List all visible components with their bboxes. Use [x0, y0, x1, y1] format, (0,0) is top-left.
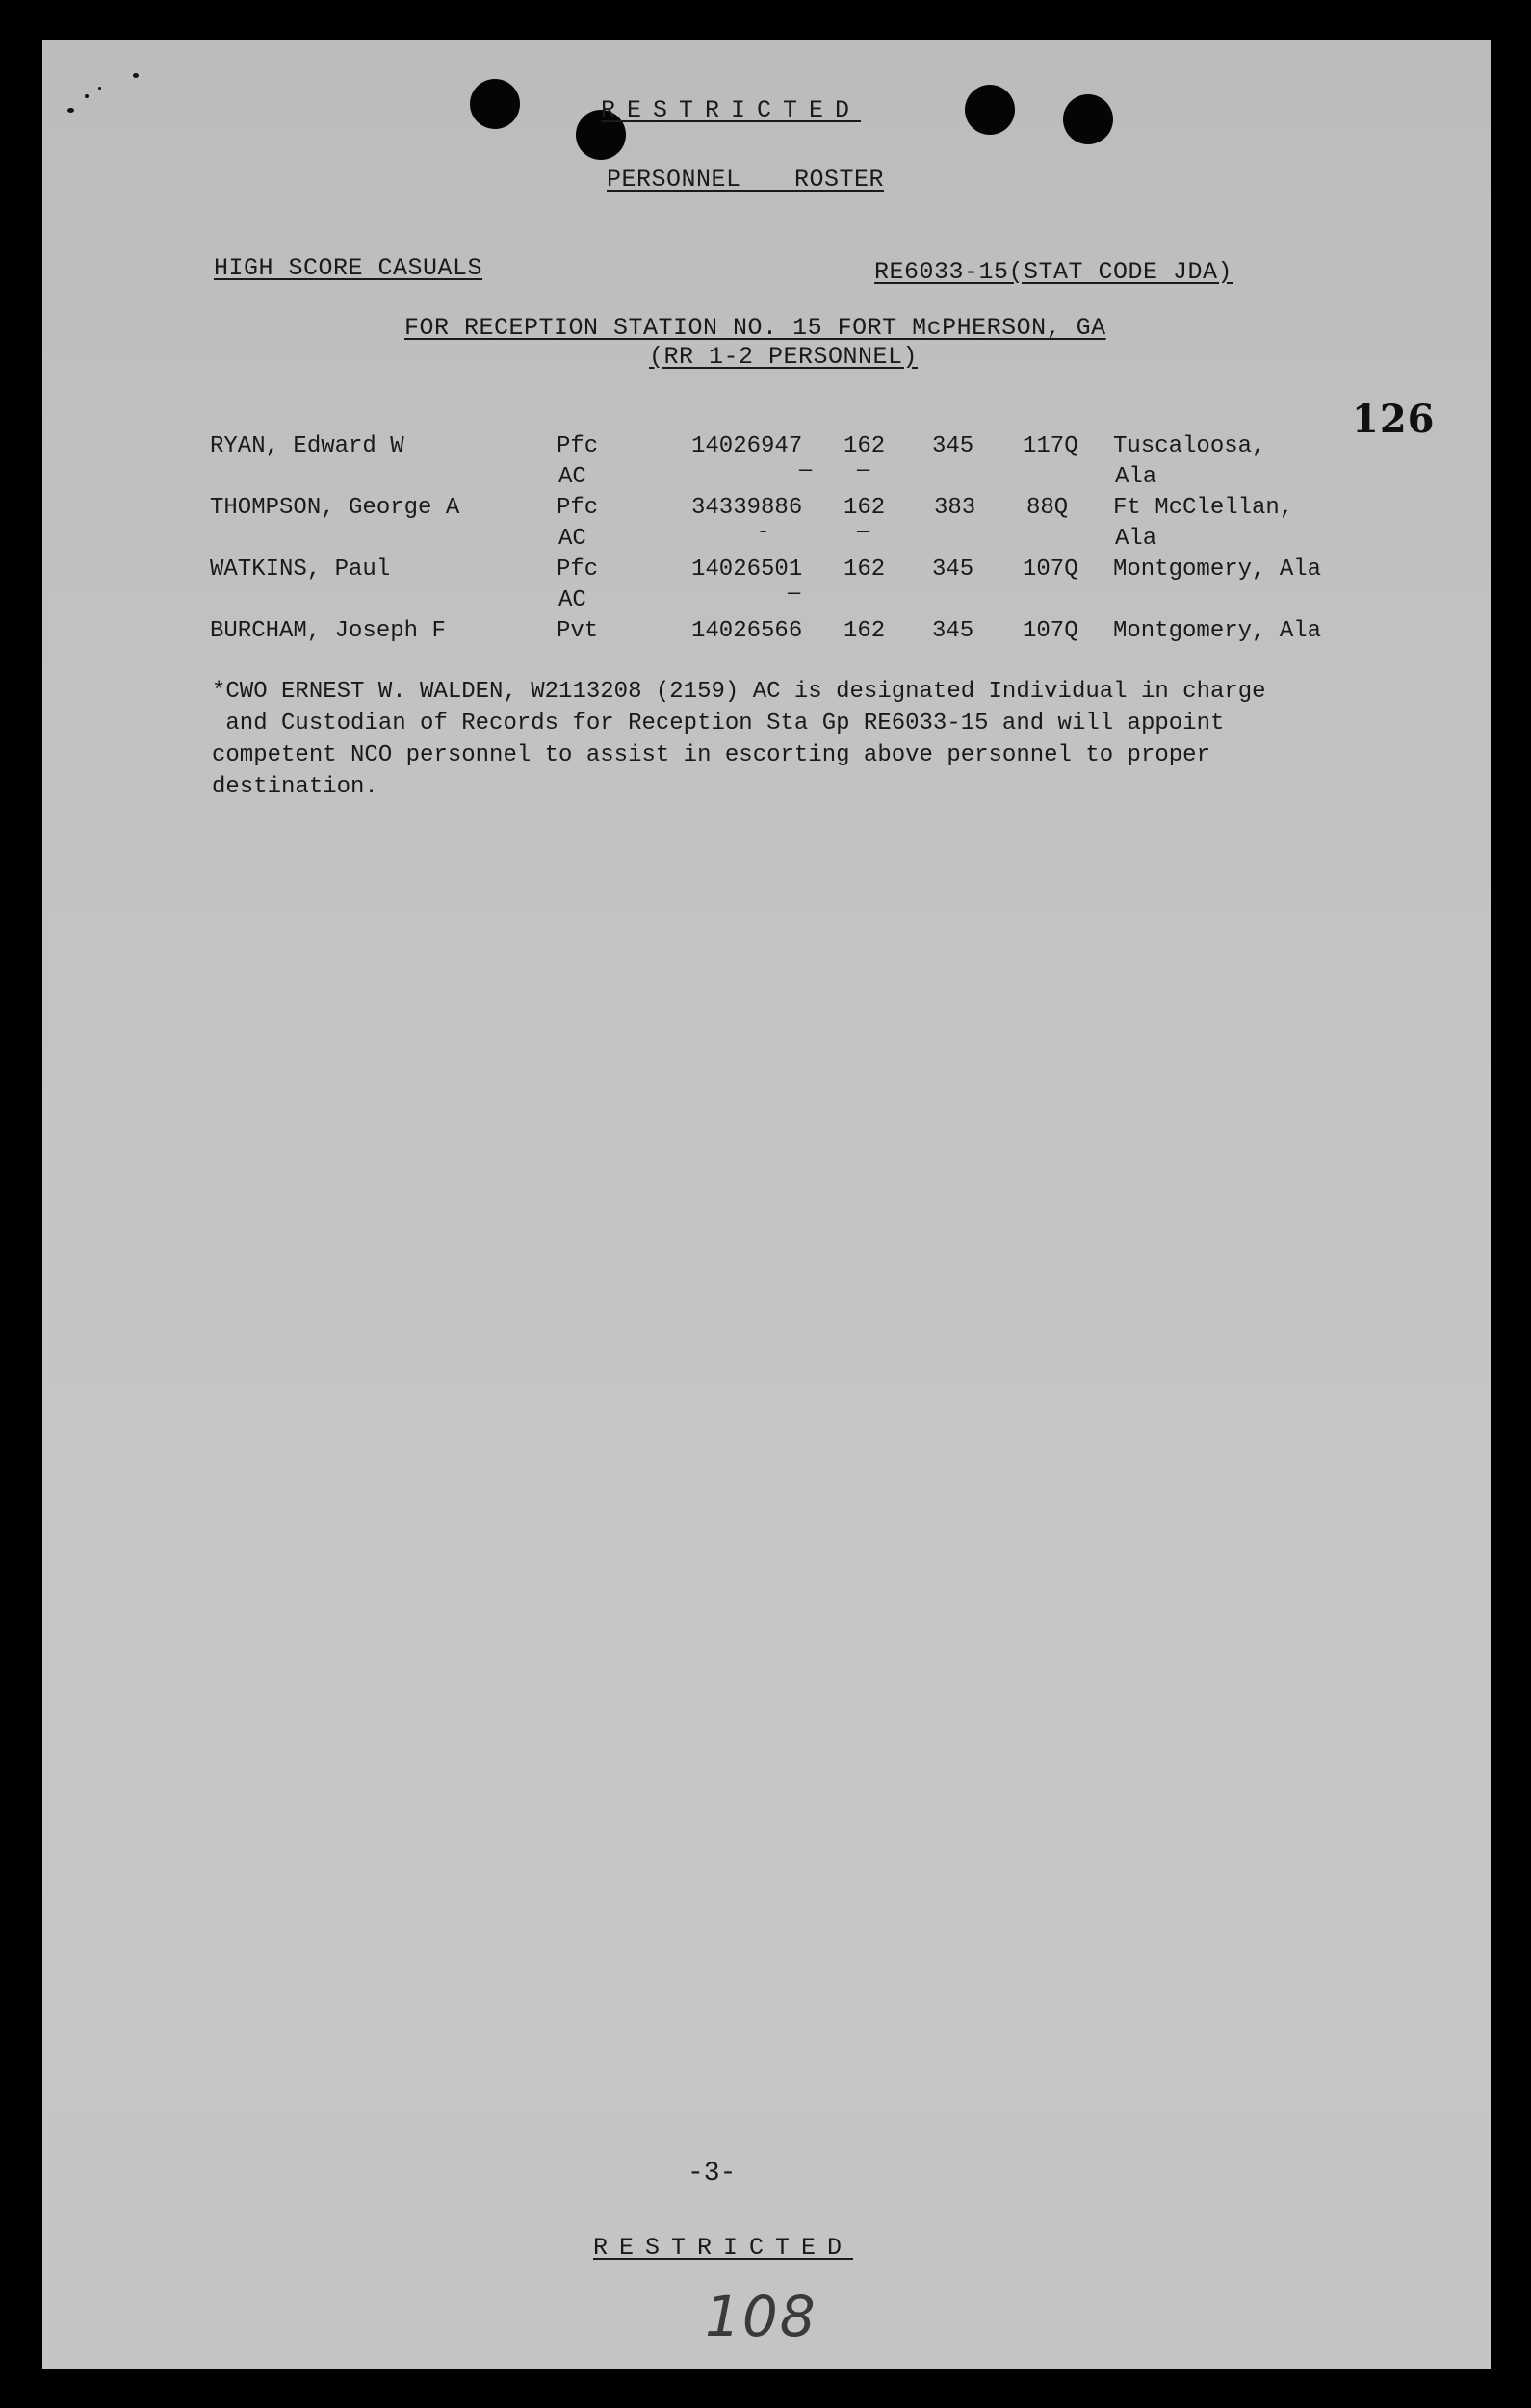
name-cell: WATKINS, Paul — [210, 557, 391, 583]
col-b-cell: 383 — [934, 495, 976, 521]
rank-cell: Pfc — [557, 557, 599, 583]
rank-cell: Pvt — [557, 618, 599, 644]
punch-hole — [965, 85, 1015, 135]
col-b-cell: 345 — [932, 618, 974, 644]
col-a-cell: 162 — [843, 495, 886, 521]
table-row — [42, 618, 1491, 680]
personnel-subtitle: (RR 1-2 PERSONNEL) — [649, 343, 919, 371]
col-a-cell: 162 — [843, 433, 886, 459]
document-page — [42, 40, 1491, 2369]
city-cell: Ft McClellan, — [1113, 495, 1294, 521]
page-title-text: PERSONNEL ROSTER — [607, 166, 885, 194]
city-cell: Tuscaloosa, — [1113, 433, 1266, 459]
branch-cell: AC — [558, 587, 586, 613]
ink-speck — [133, 73, 139, 78]
page-title — [607, 166, 884, 194]
ink-speck — [67, 108, 74, 113]
city-cell: Montgomery, Ala — [1113, 557, 1322, 583]
serial-cell: 14026501 — [691, 557, 803, 583]
name-cell: BURCHAM, Joseph F — [210, 618, 446, 644]
branch-cell: AC — [558, 526, 586, 552]
state-cell: Ala — [1115, 526, 1157, 552]
serial-sub-mark: - — [757, 520, 770, 544]
col-b-cell: 345 — [932, 557, 974, 583]
col-a-cell: 162 — [843, 618, 886, 644]
rank-cell: Pfc — [557, 433, 599, 459]
ink-speck — [98, 87, 101, 90]
serial-sub-mark: — — [788, 582, 801, 606]
serial-sub-mark: — — [799, 458, 813, 482]
table-row — [42, 495, 1491, 557]
punch-hole — [470, 79, 520, 129]
col-a-sub-mark: — — [857, 458, 870, 482]
branch-cell: AC — [558, 464, 586, 490]
destination-line: FOR RECEPTION STATION NO. 15 FORT McPHERSON, GA — [404, 314, 1106, 342]
ink-speck — [85, 94, 89, 98]
col-c-cell: 117Q — [1023, 433, 1078, 459]
rank-cell: Pfc — [557, 495, 599, 521]
handwritten-number: 108 — [705, 2284, 817, 2349]
page-number: -3- — [688, 2159, 737, 2188]
group-label: HIGH SCORE CASUALS — [214, 254, 483, 282]
table-row — [42, 433, 1491, 495]
col-a-cell: 162 — [843, 557, 886, 583]
name-cell: THOMPSON, George A — [210, 495, 460, 521]
col-a-sub-mark: — — [857, 520, 870, 544]
classification-bottom: RESTRICTED — [593, 2234, 854, 2262]
name-cell: RYAN, Edward W — [210, 433, 404, 459]
col-c-cell: 107Q — [1023, 618, 1078, 644]
group-code: RE6033-15(STAT CODE JDA) — [874, 258, 1233, 286]
serial-cell: 34339886 — [691, 495, 803, 521]
serial-cell: 14026566 — [691, 618, 803, 644]
punch-hole — [1063, 94, 1113, 144]
classification-top: RESTRICTED — [601, 96, 862, 124]
state-cell: Ala — [1115, 464, 1157, 490]
roster-table — [42, 433, 1491, 674]
col-c-cell: 88Q — [1026, 495, 1069, 521]
serial-cell: 14026947 — [691, 433, 803, 459]
col-c-cell: 107Q — [1023, 557, 1078, 583]
custodian-note: *CWO ERNEST W. WALDEN, W2113208 (2159) AC is designated Individual in charge and Custodian of Records for Reception Sta Gp RE6033-15 and will appoint competent NCO personnel to assist in escorting above personnel to proper destination. — [212, 679, 1266, 800]
city-cell: Montgomery, Ala — [1113, 618, 1322, 644]
table-row — [42, 557, 1491, 618]
stamp-number: 126 — [1352, 397, 1436, 442]
col-b-cell: 345 — [932, 433, 974, 459]
